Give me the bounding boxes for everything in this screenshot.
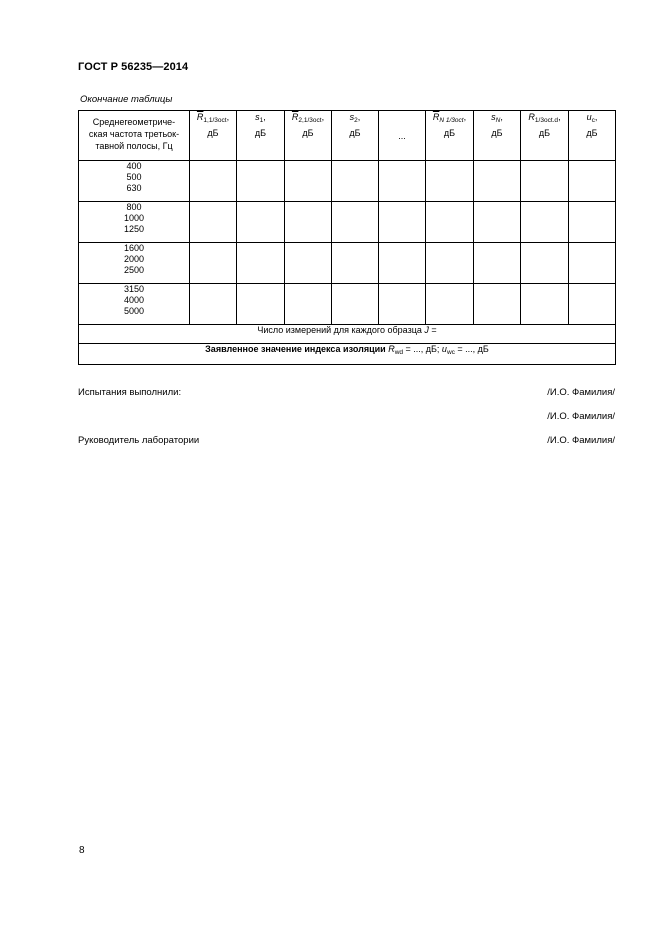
data-cell	[521, 284, 569, 325]
data-cell	[426, 202, 474, 243]
data-cell	[379, 243, 426, 284]
frequency-cell: 400 500 630	[79, 161, 190, 202]
r2-symbol: $\overline{R}$	[291, 112, 299, 122]
data-cell	[379, 202, 426, 243]
header-sn	[474, 111, 521, 161]
rn-unit: дБ	[443, 128, 456, 138]
rn-symbol: $\overline{R}$	[432, 112, 440, 122]
signature-name-2: /И.О. Фамилия/	[547, 411, 615, 422]
r2-sep: ,	[321, 112, 325, 122]
r2-sub: 2,1/3oct	[298, 117, 322, 124]
header-rd	[521, 111, 569, 161]
frequency-cell: 3150 4000 5000	[79, 284, 190, 325]
data-cell	[521, 243, 569, 284]
data-cell	[474, 243, 521, 284]
s1-symbol: s	[255, 112, 260, 122]
r2-unit: дБ	[302, 128, 314, 138]
uc-unit: дБ	[586, 128, 598, 138]
s2-sep: ,	[357, 112, 361, 122]
data-cell	[190, 284, 237, 325]
declared-label: Заявленное значение индекса изоляции	[205, 344, 389, 354]
document-code: ГОСТ Р 56235—2014	[78, 61, 189, 73]
data-cell	[474, 284, 521, 325]
s2-unit: дБ	[349, 128, 361, 138]
declared-u-value: = ..., дБ	[454, 344, 489, 354]
signature-name-3: /И.О. Фамилия/	[547, 435, 615, 446]
rn-sep: ,	[463, 112, 467, 122]
r1-symbol: $\overline{R}$	[196, 112, 204, 122]
s2-symbol: s	[349, 112, 355, 122]
data-cell	[521, 202, 569, 243]
data-cell	[569, 202, 616, 243]
header-r1	[190, 111, 237, 161]
header-frequency-text: Среднегеометриче- ская частота третьок- тавной полосы, Гц	[88, 117, 180, 151]
sn-sep: ,	[500, 112, 503, 122]
rd-sub: 1/3oct.d	[534, 117, 559, 124]
data-cell	[285, 284, 332, 325]
rd-unit: дБ	[538, 128, 551, 138]
measurements-suffix: =	[428, 325, 437, 335]
table-row	[79, 284, 616, 325]
measurements-cell	[79, 325, 616, 344]
rd-symbol: R	[528, 112, 535, 122]
data-cell	[237, 202, 285, 243]
data-cell	[285, 243, 332, 284]
declared-u-symbol: u	[441, 344, 447, 354]
data-cell	[521, 161, 569, 202]
data-cell	[190, 161, 237, 202]
declared-cell	[79, 344, 616, 365]
data-cell	[237, 284, 285, 325]
data-cell	[379, 284, 426, 325]
data-cell	[332, 284, 379, 325]
dots-text: ...	[398, 130, 406, 141]
measurements-label: Число измерений для каждого образца	[257, 325, 425, 335]
data-cell	[237, 161, 285, 202]
table-header-row	[79, 111, 616, 161]
s2-sub: 2	[354, 117, 358, 124]
data-cell	[426, 284, 474, 325]
table-row	[79, 243, 616, 284]
data-cell	[474, 161, 521, 202]
declared-r-value: = ..., дБ;	[403, 344, 442, 354]
sn-unit: дБ	[491, 128, 503, 138]
r1-unit: дБ	[207, 128, 219, 138]
frequency-cell: 800 1000 1250	[79, 202, 190, 243]
rd-sep: ,	[558, 112, 561, 122]
header-s2	[332, 111, 379, 161]
s1-sep: ,	[263, 112, 266, 122]
measurements-symbol: J	[424, 325, 429, 335]
s1-sub: 1	[259, 117, 264, 124]
data-cell	[190, 243, 237, 284]
declared-row	[79, 344, 616, 365]
r1-sep: ,	[226, 112, 230, 122]
uc-sep: ,	[594, 112, 598, 122]
s1-unit: дБ	[254, 128, 267, 138]
sn-sub: N	[495, 117, 501, 124]
sn-symbol: s	[491, 112, 496, 122]
data-cell	[569, 243, 616, 284]
uc-symbol: u	[586, 112, 592, 122]
tested-by-label: Испытания выполнили:	[78, 387, 182, 398]
r1-sub: 1,1/3oct	[203, 117, 227, 124]
table-row	[79, 161, 616, 202]
header-s1	[237, 111, 285, 161]
rn-sub: N 1/3oct	[439, 117, 464, 124]
uc-sub: c	[591, 117, 595, 124]
header-dots	[379, 111, 426, 161]
data-cell	[332, 161, 379, 202]
declared-r-symbol: R	[388, 344, 395, 354]
header-r2	[285, 111, 332, 161]
table-caption: Окончание таблицы	[80, 94, 173, 105]
header-uc	[569, 111, 616, 161]
results-table	[78, 110, 616, 365]
data-cell	[332, 202, 379, 243]
data-cell	[190, 202, 237, 243]
header-frequency	[79, 111, 190, 161]
measurements-row	[79, 325, 616, 344]
data-cell	[332, 243, 379, 284]
data-cell	[285, 202, 332, 243]
data-cell	[426, 161, 474, 202]
data-cell	[569, 284, 616, 325]
page-number: 8	[79, 845, 85, 856]
data-cell	[426, 243, 474, 284]
head-label: Руководитель лаборатории	[78, 435, 200, 446]
header-rn	[426, 111, 474, 161]
signature-name-1: /И.О. Фамилия/	[547, 387, 615, 398]
data-cell	[237, 243, 285, 284]
data-cell	[474, 202, 521, 243]
declared-u-sub: wc	[446, 349, 455, 356]
data-cell	[569, 161, 616, 202]
declared-r-sub: wd	[394, 349, 403, 356]
data-cell	[379, 161, 426, 202]
data-cell	[285, 161, 332, 202]
table-row	[79, 202, 616, 243]
frequency-cell: 1600 2000 2500	[79, 243, 190, 284]
